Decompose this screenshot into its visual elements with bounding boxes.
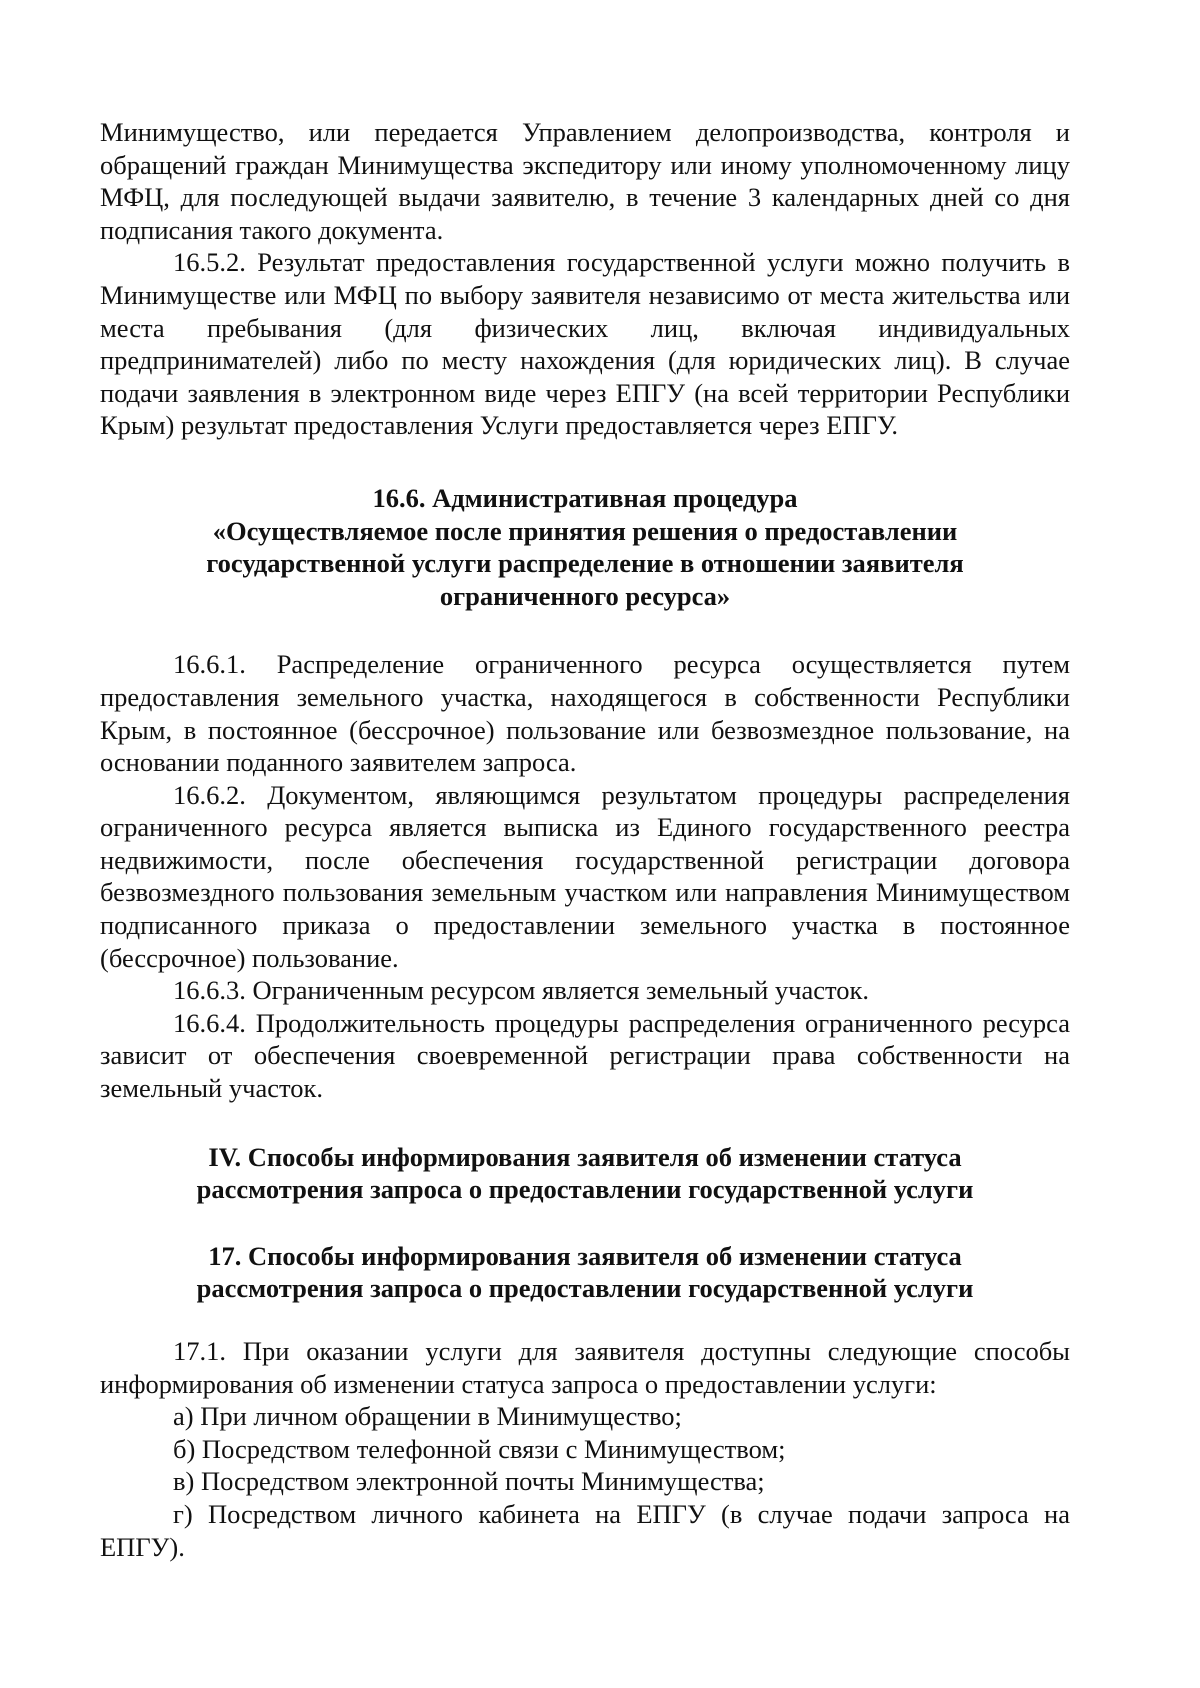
heading-16-6-line-3: государственной услуги распределение в отношении заявителя [206, 548, 964, 579]
list-item: в) Посредством электронной почты Минимущества; [173, 1466, 765, 1497]
heading-16-6 [100, 482, 1070, 612]
heading-section-17 [100, 1240, 1070, 1305]
heading-16-6-line-1: 16.6. Административная процедура [372, 482, 798, 513]
paragraph-16-6-1: 16.6.1. Распределение ограниченного ресурса осуществляется путем предоставления земельного участка, находящегося в собственности Республики Крым, в постоянное (бессрочное) пользование или безвозмездное пользование, на основании поданного заявителем запроса. [100, 649, 1070, 778]
paragraph-16-6-2: 16.6.2. Документом, являющимся результатом процедуры распределения ограниченного ресурса является выписка из Единого государственного реестра недвижимости, после обеспечения государственной регистрации договора безвозмездного пользования земельным участком или направления Минимуществом подписанного приказа о предоставлении земельного участка в постоянное (бессрочное) пользование. [100, 779, 1070, 973]
heading-section-iv [100, 1141, 1070, 1206]
heading-17-line-2: рассмотрения запроса о предоставлении государственной услуги [196, 1273, 974, 1304]
heading-16-6-line-4: ограниченного ресурса» [439, 580, 731, 611]
paragraph-16-6-4: 16.6.4. Продолжительность процедуры распределения ограниченного ресурса зависит от обеспечения своевременной регистрации права собственности на земельный участок. [100, 1007, 1070, 1104]
list-item: а) При личном обращении в Минимущество; [173, 1401, 682, 1432]
paragraph-16-5-2: 16.5.2. Результат предоставления государственной услуги можно получить в Минимуществе или МФЦ по выбору заявителя независимо от места жительства или места пребывания (для физических лиц, включая индивидуальных предпринимателей) либо по месту нахождения (для юридических лиц). В случае подачи заявления в электронном виде через ЕПГУ (на всей территории Республики Крым) результат предоставления Услуги предоставляется через ЕПГУ. [100, 247, 1070, 441]
document-page [100, 116, 1070, 1563]
heading-16-6-line-2: «Осуществляемое после принятия решения о предоставлении [212, 515, 958, 546]
list-item: б) Посредством телефонной связи с Минимуществом; [173, 1433, 786, 1464]
heading-iv-line-1: IV. Способы информирования заявителя об изменении статуса [208, 1141, 962, 1172]
paragraph-17-1: 17.1. При оказании услуги для заявителя доступны следующие способы информирования об изменении статуса запроса о предоставлении услуги: [100, 1336, 1070, 1399]
heading-17-line-1: 17. Способы информирования заявителя об изменении статуса [208, 1240, 962, 1271]
paragraph-16-6-3: 16.6.3. Ограниченным ресурсом является земельный участок. [173, 975, 869, 1006]
list-item: г) Посредством личного кабинета на ЕПГУ (в случае подачи запроса на ЕПГУ). [100, 1498, 1070, 1562]
heading-iv-line-2: рассмотрения запроса о предоставлении государственной услуги [196, 1174, 974, 1205]
intro-paragraph: Минимущество, или передается Управлением делопроизводства, контроля и обращений граждан Минимущества экспедитору или иному уполномоченному лицу МФЦ, для последующей выдачи заявителю, в течение 3 календарных дней со дня подписания такого документа. [100, 117, 1070, 245]
